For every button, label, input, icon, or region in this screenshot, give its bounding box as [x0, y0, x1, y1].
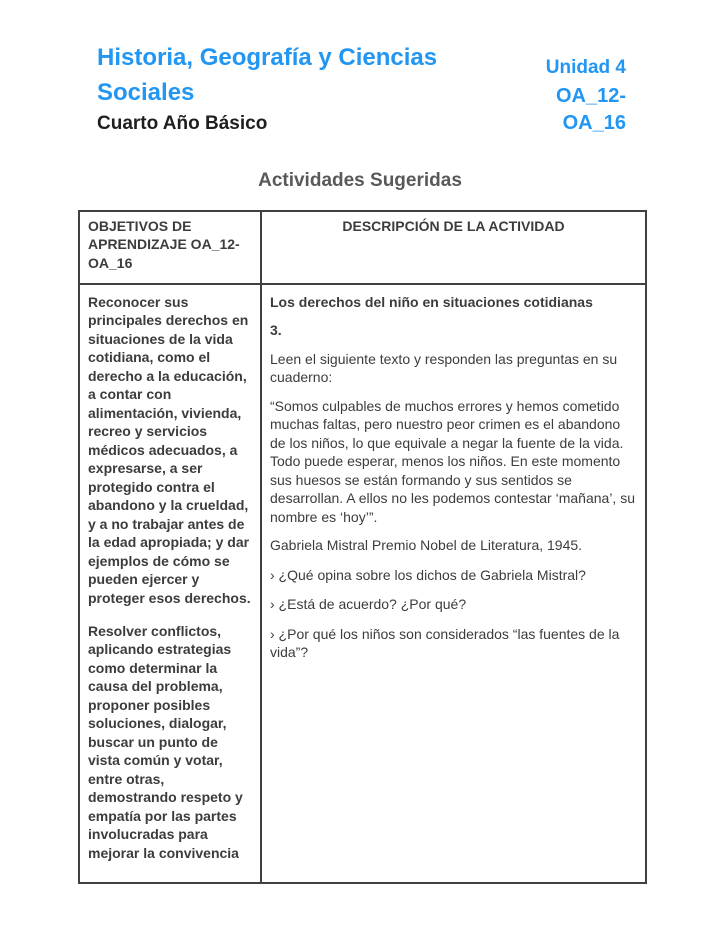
activity-column-header: DESCRIPCIÓN DE LA ACTIVIDAD: [261, 211, 646, 284]
objective-paragraph: Resolver conflictos, aplicando estrategias como determinar la causa del problema, proponer posibles soluciones, dialogar, buscar un punto de vista común y votar, entre otras, demostrando respeto y empatía por las partes involucradas para mejorar la convivencia: [88, 622, 243, 861]
table-body-row: [79, 284, 646, 883]
header-left-block: [97, 40, 507, 137]
table-header-row: [79, 211, 646, 284]
unit-label: Unidad 4: [545, 57, 626, 78]
objective-paragraph: Reconocer sus principales derechos en situaciones de la vida cotidiana, como el derecho a la educación, a contar con alimentación, vivienda, recreo y servicios médicos adecuados, a expresarse, a ser protegido contra el abandono y la crueldad, y a no trabajar antes de la edad apropiada; y dar ejemplos de cómo se pueden ejercer y proteger esos derechos.: [88, 294, 251, 606]
grade-label: Cuarto Año Básico: [97, 113, 268, 134]
objectives-column-header: OBJETIVOS DE APRENDIZAJE OA_12-OA_16: [79, 211, 261, 284]
activity-attribution: Gabriela Mistral Premio Nobel de Literatura, 1945.: [270, 537, 583, 554]
activity-intro: Leen el siguiente texto y responden las preguntas en su cuaderno:: [270, 350, 618, 386]
activity-question: › ¿Está de acuerdo? ¿Por qué?: [270, 596, 467, 613]
activity-quote: “Somos culpables de muchos errores y hemos cometido muchas faltas, pero nuestro peor crimen es el abandono de los niños, lo que equivale a negar la fuente de la vida. Todo puede esperar, menos los niños. En este momento sus huesos se están formando y sus sentidos se desarrollan. A ellos no les podemos contestar ‘mañana’, su nombre es ‘hoy’”.: [270, 397, 635, 525]
activity-title: Los derechos del niño en situaciones cotidianas: [270, 294, 593, 310]
subject-title: Historia, Geografía y Ciencias Sociales: [97, 44, 438, 106]
activity-question: › ¿Por qué los niños son considerados “las fuentes de la vida”?: [270, 625, 620, 661]
header-right-block: [507, 52, 626, 137]
page-header: [97, 40, 626, 137]
activities-table: [78, 210, 647, 884]
activity-cell: [261, 284, 646, 883]
section-title: Actividades Sugeridas: [258, 170, 462, 191]
activity-number: 3.: [270, 322, 282, 339]
activity-question: › ¿Qué opina sobre los dichos de Gabriela Mistral?: [270, 566, 586, 583]
objectives-cell: [79, 284, 261, 883]
oa-code-label: OA_12-OA_16: [555, 85, 626, 134]
